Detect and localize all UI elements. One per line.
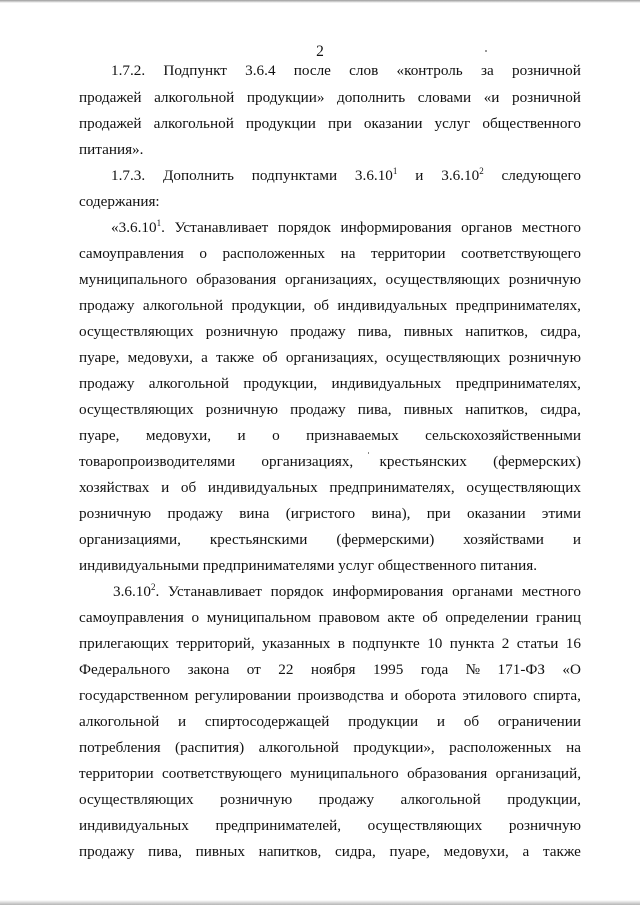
- word: на: [566, 739, 581, 756]
- word: определении: [445, 609, 529, 626]
- word: 171-ФЗ: [497, 661, 545, 678]
- word: медовухи,: [145, 427, 212, 444]
- scan-speck: [368, 452, 369, 454]
- word: указанных: [262, 635, 331, 652]
- text-line: [79, 530, 581, 550]
- word: ограничении: [497, 713, 581, 730]
- word: местного: [521, 583, 581, 600]
- word: правовом: [318, 609, 380, 626]
- word: розничную: [205, 401, 278, 418]
- word: словами: [417, 89, 472, 106]
- word: оборота: [404, 687, 457, 704]
- word: алкогольной: [400, 791, 481, 808]
- word: этими: [541, 505, 581, 522]
- word: осуществляющих: [79, 791, 194, 808]
- line-text: питания».: [79, 141, 144, 158]
- word: Дополнить: [163, 167, 234, 184]
- word: продукции»,: [353, 739, 435, 756]
- word: индивидуальных: [207, 479, 318, 496]
- word: индивидуальных: [337, 297, 448, 314]
- word: о: [191, 609, 200, 626]
- word: Устанавливает: [174, 219, 269, 236]
- word: подпункте: [352, 635, 420, 652]
- word: спирта,: [533, 687, 581, 704]
- word: пива,: [357, 323, 392, 340]
- word: розничную: [508, 349, 581, 366]
- word: розничную: [508, 271, 581, 288]
- text-line: [111, 61, 581, 81]
- word: продажу: [79, 843, 135, 860]
- word: розничную: [205, 323, 278, 340]
- word: 10: [427, 635, 443, 652]
- text-line: [79, 790, 581, 810]
- word: слов: [349, 62, 379, 79]
- word: образования: [407, 765, 488, 782]
- word: сидра,: [540, 401, 581, 418]
- text-line: [79, 478, 581, 498]
- text-line: [79, 608, 581, 628]
- word: организациях,: [284, 271, 377, 288]
- word: местного: [521, 219, 581, 236]
- word: индивидуальных: [331, 375, 442, 392]
- text-line: [79, 452, 581, 472]
- word: в: [337, 635, 345, 652]
- word: осуществляющих: [367, 817, 483, 834]
- word: продажей: [79, 115, 142, 132]
- text-line: [79, 192, 160, 212]
- word: 2: [501, 635, 510, 652]
- text-line: [113, 582, 581, 602]
- word: и: [237, 427, 246, 444]
- word: соответствующего: [162, 765, 282, 782]
- word: пуаре,: [79, 349, 120, 366]
- word: предпринимателях,: [455, 375, 581, 392]
- text-line: [79, 88, 581, 108]
- word: расположенных: [449, 739, 552, 756]
- word: 3.6.4: [245, 62, 276, 79]
- word: алкогольной: [79, 713, 160, 730]
- word: подпунктами: [251, 167, 338, 184]
- word: (распития): [175, 739, 245, 756]
- word: Устанавливает: [168, 583, 262, 600]
- word: продажей: [79, 89, 142, 106]
- word: информирования: [332, 583, 444, 600]
- word: порядок: [270, 583, 324, 600]
- line-text: содержания:: [79, 193, 160, 210]
- word: хозяйствах: [79, 479, 150, 496]
- word: (игристого: [285, 505, 356, 522]
- word: образования: [196, 271, 277, 288]
- word: организациями,: [79, 531, 181, 548]
- word: после: [293, 62, 331, 79]
- word: также: [542, 843, 581, 860]
- text-line: [79, 660, 581, 680]
- word: розничную: [220, 791, 293, 808]
- word: пуаре,: [79, 427, 120, 444]
- word: алкогольной: [258, 739, 339, 756]
- word: оказании: [363, 115, 423, 132]
- word: территории: [79, 765, 154, 782]
- word: алкогольной: [148, 375, 230, 392]
- word: на: [340, 245, 356, 262]
- text-line: [79, 816, 581, 836]
- text-line: [79, 244, 581, 264]
- word: при: [327, 115, 352, 132]
- word: предпринимателях,: [455, 297, 581, 314]
- word: ноября: [310, 661, 356, 678]
- word: «3.6.10$^1$.: [111, 218, 165, 236]
- word: прилегающих: [79, 635, 169, 652]
- word: а: [201, 349, 208, 366]
- word: розничной: [511, 62, 581, 79]
- scan-speck: [485, 50, 487, 52]
- word: 3.6.10$^2$: [441, 166, 484, 184]
- word: органов: [461, 219, 513, 236]
- word: регулировании: [194, 687, 292, 704]
- word: спиртосодержащей: [204, 713, 330, 730]
- word: границ: [536, 609, 581, 626]
- word: осуществляющих: [79, 323, 194, 340]
- text-line: [79, 712, 581, 732]
- word: осуществляющих: [385, 271, 501, 288]
- word: услуг: [434, 115, 471, 132]
- word: общественного: [482, 115, 581, 132]
- word: Подпункт: [163, 62, 227, 79]
- word: и: [161, 479, 170, 496]
- word: потребления: [79, 739, 161, 756]
- word: индивидуальных: [79, 817, 189, 834]
- word: 1995: [372, 661, 404, 678]
- word: пива,: [357, 401, 392, 418]
- word: а: [522, 843, 530, 860]
- text-line: [79, 634, 581, 654]
- word: организациях,: [285, 349, 378, 366]
- text-line: [79, 322, 581, 342]
- word: алкогольной: [142, 297, 224, 314]
- text-line: [79, 374, 581, 394]
- word: продукции,: [231, 297, 306, 314]
- word: и: [436, 713, 446, 730]
- word: алкогольной: [154, 89, 235, 106]
- word: за: [480, 62, 494, 79]
- text-line: [79, 348, 581, 368]
- word: соответствующего: [461, 245, 581, 262]
- word: продажу: [290, 401, 346, 418]
- word: об: [180, 479, 197, 496]
- text-line: [79, 140, 143, 160]
- word: предпринимателей,: [215, 817, 342, 834]
- word: сидра,: [540, 323, 581, 340]
- word: информирования: [340, 219, 452, 236]
- word: самоуправления: [79, 245, 184, 262]
- text-line: [79, 400, 581, 420]
- text-line: [79, 504, 581, 524]
- text-line: [79, 764, 581, 784]
- word: порядок: [277, 219, 331, 236]
- word: розничной: [511, 89, 581, 106]
- word: об: [262, 349, 278, 366]
- word: Федерального: [79, 661, 171, 678]
- word: территорий,: [176, 635, 255, 652]
- text-line: [79, 296, 581, 316]
- word: 22: [278, 661, 294, 678]
- word: осуществляющих: [466, 479, 581, 496]
- word: 16: [565, 635, 581, 652]
- word: пива,: [148, 843, 182, 860]
- word: пуаре,: [389, 843, 430, 860]
- word: и: [572, 531, 581, 548]
- word: этилового: [462, 687, 527, 704]
- word: продажу: [290, 323, 346, 340]
- word: продукции»: [246, 89, 325, 106]
- word: 3.6.10$^2$.: [113, 582, 160, 600]
- word: сельскохозяйственными: [425, 427, 581, 444]
- word: продажу: [318, 791, 375, 808]
- word: и: [178, 713, 187, 730]
- word: об: [463, 713, 480, 730]
- word: осуществляющих: [385, 349, 501, 366]
- word: организаций,: [495, 765, 581, 782]
- word: также: [216, 349, 255, 366]
- word: производства: [297, 687, 384, 704]
- text-line: [79, 114, 581, 134]
- word: пункта: [449, 635, 495, 652]
- word: 1.7.3.: [111, 167, 146, 184]
- word: крестьянскими: [209, 531, 308, 548]
- word: от: [246, 661, 261, 678]
- scan-top-edge: [0, 0, 640, 3]
- word: органами: [452, 583, 513, 600]
- word: самоуправления: [79, 609, 184, 626]
- word: акте: [387, 609, 415, 626]
- word: закона: [187, 661, 230, 678]
- word: сидра,: [335, 843, 376, 860]
- word: и: [415, 167, 424, 184]
- word: продукции: [348, 713, 419, 730]
- word: следующего: [501, 167, 581, 184]
- word: об: [313, 297, 330, 314]
- word: муниципального: [290, 765, 399, 782]
- text-line: [79, 842, 581, 862]
- word: при: [426, 505, 451, 522]
- text-line: [79, 270, 581, 290]
- word: пивных: [403, 401, 454, 418]
- word: статьи: [516, 635, 559, 652]
- word: о: [272, 427, 280, 444]
- text-line: [79, 738, 581, 758]
- word: территории: [370, 245, 446, 262]
- word: 1.7.2.: [111, 62, 146, 79]
- word: муниципального: [79, 271, 188, 288]
- word: напитков,: [258, 843, 322, 860]
- word: продукции: [245, 115, 316, 132]
- text-line: [111, 166, 581, 186]
- scan-bottom-edge: [0, 900, 640, 905]
- word: об: [422, 609, 438, 626]
- word: предпринимателях,: [329, 479, 455, 496]
- page-number: 2: [316, 43, 324, 60]
- word: вина),: [371, 505, 411, 522]
- word: №: [465, 661, 481, 678]
- word: оказании: [466, 505, 526, 522]
- word: продукции,: [243, 375, 318, 392]
- word: дополнить: [336, 89, 406, 106]
- word: хозяйствами: [463, 531, 544, 548]
- word: и: [390, 687, 399, 704]
- word: медовухи,: [127, 349, 193, 366]
- word: продукции,: [507, 791, 581, 808]
- word: расположенных: [222, 245, 326, 262]
- word: муниципальном: [206, 609, 312, 626]
- word: (фермерскими): [336, 531, 435, 548]
- text-line: [79, 686, 581, 706]
- line-text: индивидуальными предпринимателями услуг общественного питания.: [79, 557, 538, 574]
- word: продажу: [167, 505, 223, 522]
- word: «О: [562, 661, 581, 678]
- word: напитков,: [465, 323, 528, 340]
- word: года: [420, 661, 449, 678]
- word: продажу: [79, 297, 135, 314]
- text-line: [79, 426, 581, 446]
- word: «контроль: [396, 62, 463, 79]
- word: продажу: [79, 375, 135, 392]
- word: крестьянских: [379, 453, 467, 470]
- word: пивных: [195, 843, 245, 860]
- word: товаропроизводителями: [79, 453, 236, 470]
- word: признаваемых: [306, 427, 399, 444]
- text-line: [111, 218, 581, 238]
- text-line: [79, 556, 537, 576]
- word: розничную: [79, 505, 152, 522]
- word: пивных: [403, 323, 454, 340]
- word: 3.6.10$^1$: [354, 166, 398, 184]
- word: организациях,: [261, 453, 354, 470]
- word: вина: [239, 505, 270, 522]
- word: о: [199, 245, 208, 262]
- word: государственном: [79, 687, 189, 704]
- word: (фермерских): [493, 453, 581, 470]
- word: медовухи,: [443, 843, 509, 860]
- word: напитков,: [465, 401, 528, 418]
- word: осуществляющих: [79, 401, 194, 418]
- word: розничную: [508, 817, 581, 834]
- word: «и: [483, 89, 500, 106]
- word: алкогольной: [153, 115, 234, 132]
